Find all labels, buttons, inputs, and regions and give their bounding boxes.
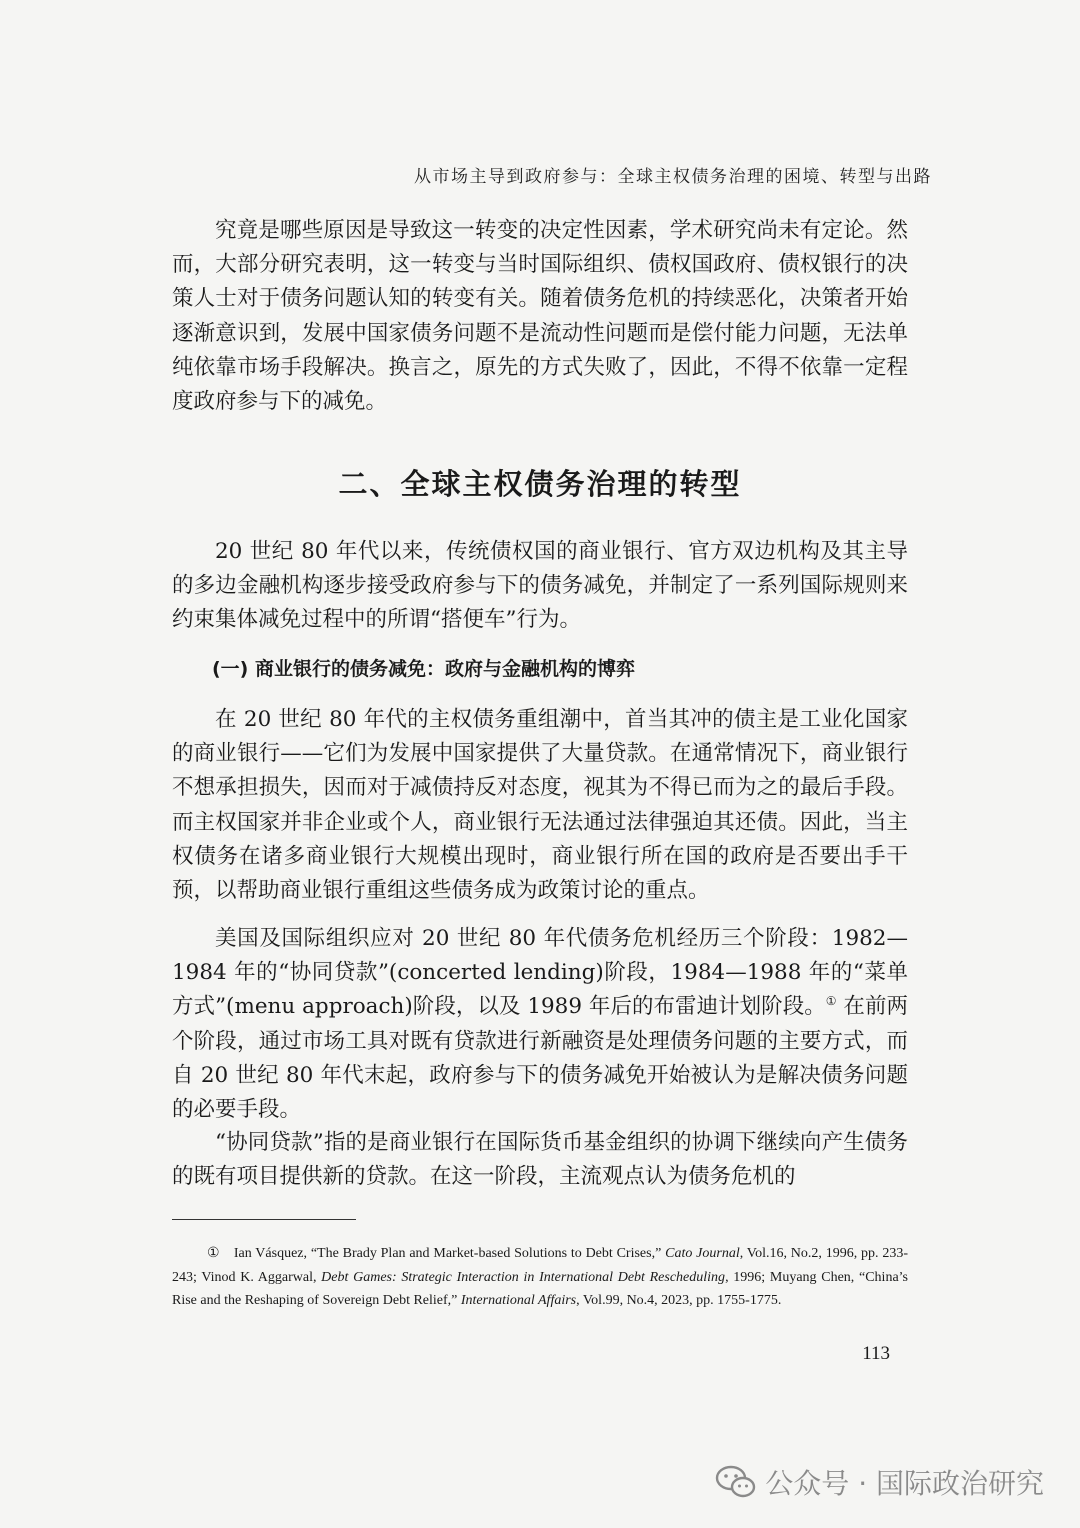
paragraph-4-part-a: 美国及国际组织应对 20 世纪 80 年代债务危机经历三个阶段：1982—1984 年的“协同贷款”(concerted lending)阶段，1984—1988 年的“菜单方式”(menu approach)阶段，以及 1989 年后的布雷迪计划阶段。 [172, 926, 908, 1020]
footnote-text-1: Ian Vásquez, “The Brady Plan and Market-based Solutions to Debt Crises,” [233, 1246, 666, 1261]
watermark-text: 公众号 · 国际政治研究 [765, 1467, 1044, 1500]
footnote-text-3: , 1996; Muyang Chen, “China’s Rise and the Reshaping of Sovereign Debt Relief,” [172, 1269, 908, 1308]
paragraph-4-part-b: 在前两个阶段，通过市场工具对既有贷款进行新融资是处理债务问题的主要方式，而自 20 世纪 80 年代末起，政府参与下的债务减免开始被认为是解决债务问题的必要手段。 [172, 994, 908, 1123]
footnote-text-2: , Vol.16, No.2, 1996, pp. 233-243; Vinod K. Aggarwal, [172, 1246, 908, 1285]
footnote-divider [172, 1219, 356, 1220]
running-header: 从市场主导到政府参与：全球主权债务治理的困境、转型与出路 [414, 167, 932, 187]
paragraph-4 [172, 922, 908, 1127]
subsection-title: (一) 商业银行的债务减免：政府与金融机构的博弈 [212, 658, 635, 680]
footnote-book-title: Debt Games: Strategic Interaction in International Debt Rescheduling [321, 1269, 726, 1285]
footnote-mark: ① [207, 1246, 220, 1261]
paragraph-3: 在 20 世纪 80 年代的主权债务重组潮中，首当其冲的债主是工业化国家的商业银行——它们为发展中国家提供了大量贷款。在通常情况下，商业银行不想承担损失，因而对于减债持反对态度，视其为不得已而为之的最后手段。而主权国家并非企业或个人，商业银行无法通过法律强迫其还债。因此，当主权债务在诸多商业银行大规模出现时，商业银行所在国的政府是否要出手干预，以帮助商业银行重组这些债务成为政策讨论的重点。 [172, 707, 908, 904]
paragraph-2: 20 世纪 80 年代以来，传统债权国的商业银行、官方双边机构及其主导的多边金融机构逐步接受政府参与下的债务减免，并制定了一系列国际规则来约束集体减免过程中的所谓“搭便车”行为。 [172, 539, 908, 633]
footnote-reference[interactable]: ① [825, 994, 837, 1009]
footnote-journal-1: Cato Journal [665, 1246, 740, 1261]
section-title: 二、全球主权债务治理的转型 [338, 467, 742, 501]
paragraph-5: “协同贷款”指的是商业银行在国际货币基金组织的协调下继续向产生债务的既有项目提供新的贷款。在这一阶段，主流观点认为债务危机的 [172, 1130, 908, 1190]
footnote [172, 1242, 908, 1313]
wechat-icon [715, 1464, 757, 1500]
footnote-journal-2: International Affairs [460, 1293, 577, 1308]
footnote-text-4: , Vol.99, No.4, 2023, pp. 1755-1775. [576, 1293, 782, 1308]
page-number: 113 [862, 1343, 890, 1364]
paragraph-1: 究竟是哪些原因是导致这一转变的决定性因素，学术研究尚未有定论。然而，大部分研究表明，这一转变与当时国际组织、债权国政府、债权银行的决策人士对于债务问题认知的转变有关。随着债务危机的持续恶化，决策者开始逐渐意识到，发展中国家债务问题不是流动性问题而是偿付能力问题，无法单纯依靠市场手段解决。换言之，原先的方式失败了，因此，不得不依靠一定程度政府参与下的减免。 [172, 218, 908, 415]
watermark [715, 1462, 1044, 1502]
